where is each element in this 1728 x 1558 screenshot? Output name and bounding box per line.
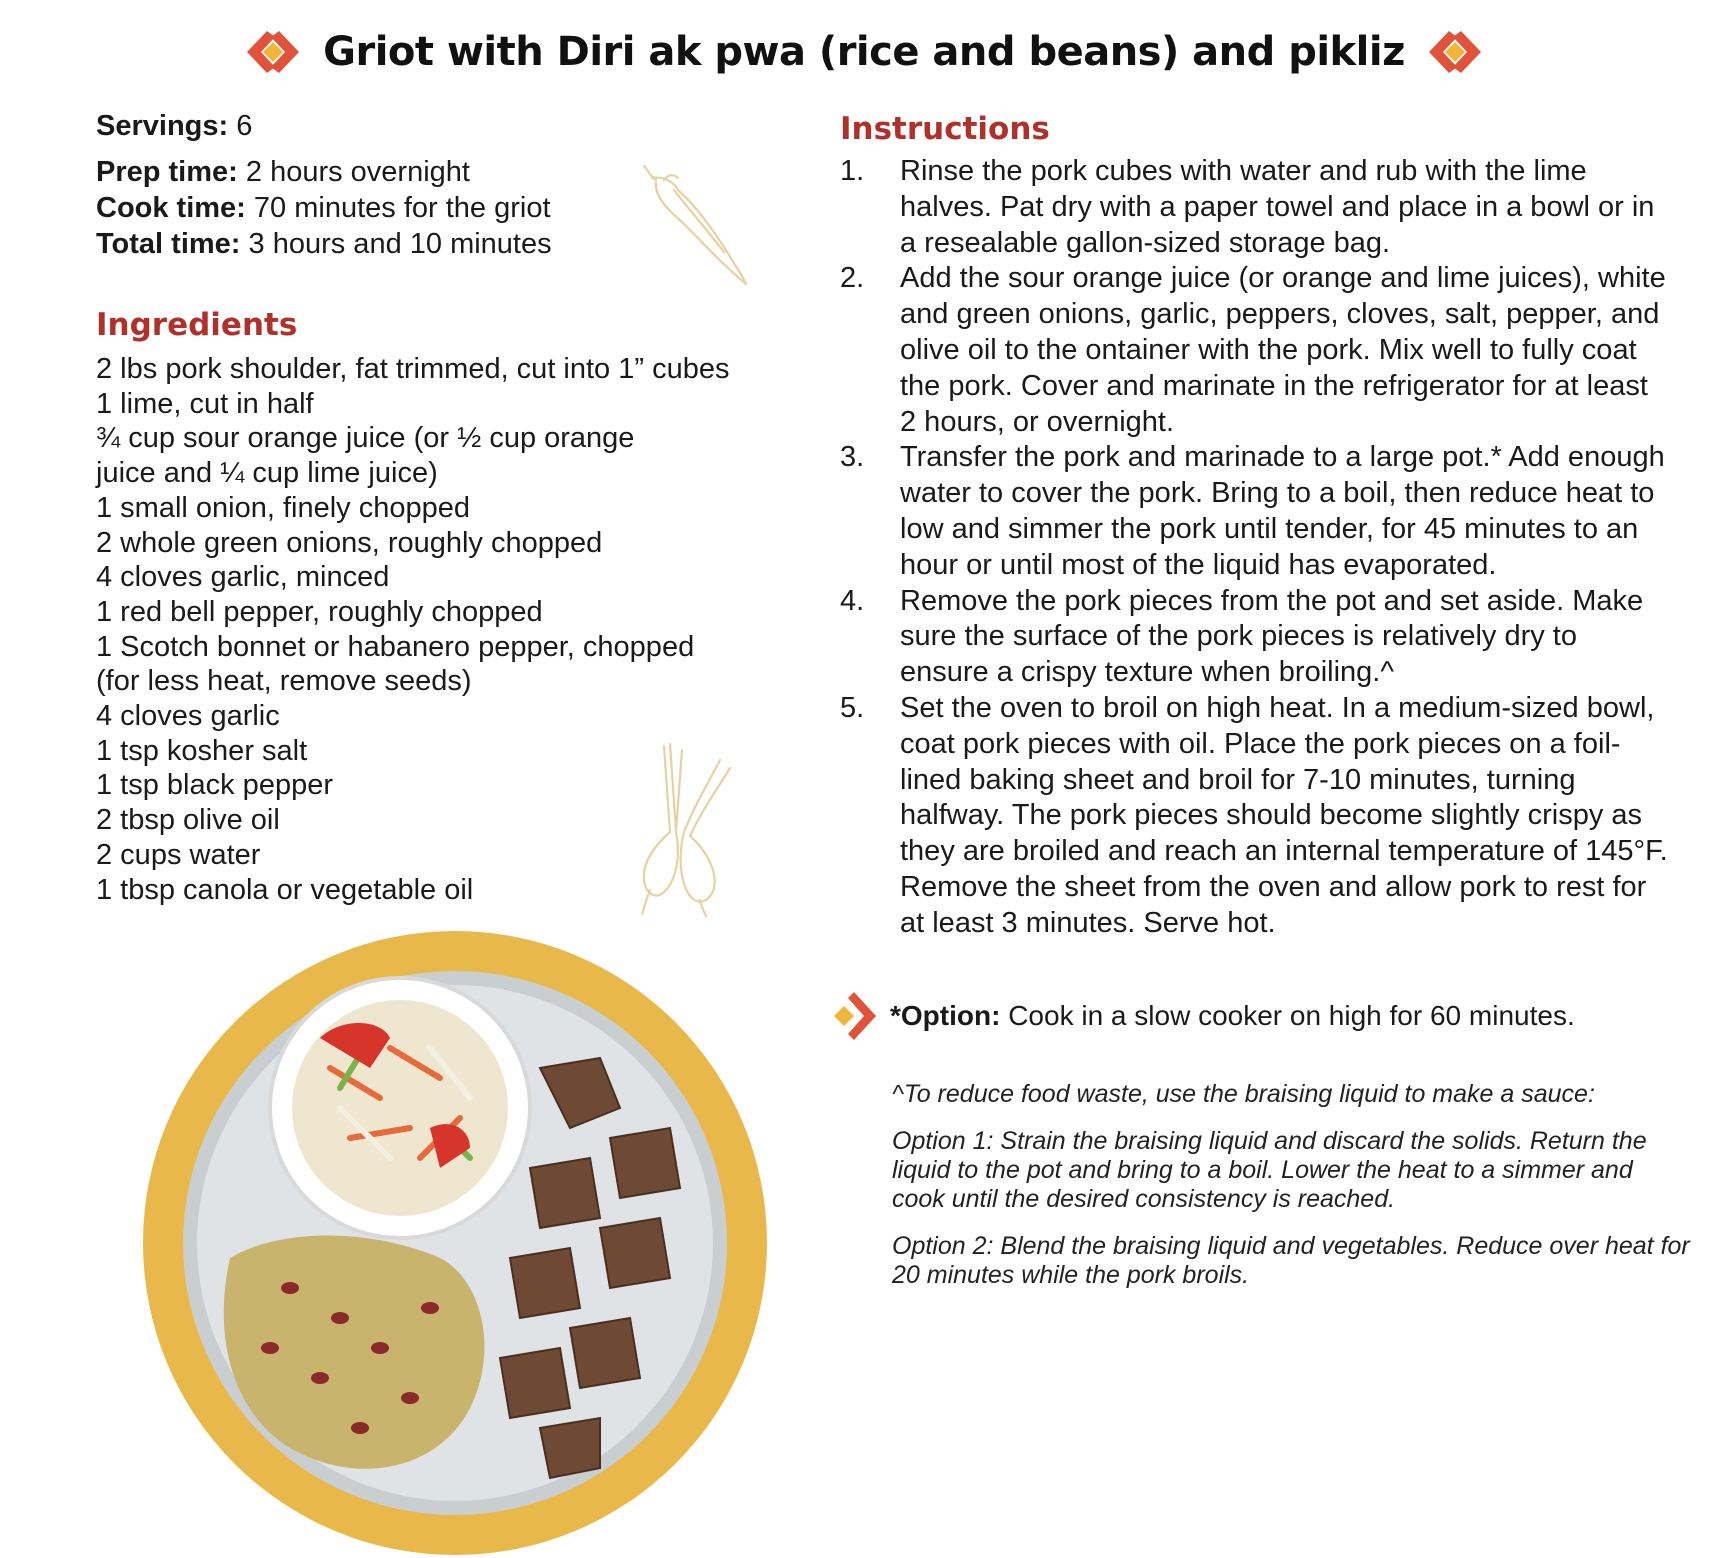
instruction-step xyxy=(840,440,1670,583)
ingredient-item: 2 cups water xyxy=(96,838,261,871)
cook-time-label: Cook time: xyxy=(96,192,246,224)
step-text: Remove the pork pieces from the pot and set aside. Make sure the surface of the pork pieces is relatively dry to ensure a crispy texture when broiling.^ xyxy=(900,584,1644,689)
diamond-icon xyxy=(243,27,303,77)
ingredient-item: 2 tbsp olive oil xyxy=(96,804,280,837)
step-number: 4. xyxy=(840,584,865,617)
diamond-icon xyxy=(1425,27,1485,77)
ingredient-item: 1 tsp black pepper xyxy=(96,769,333,802)
prep-time-label: Prep time: xyxy=(96,156,238,188)
instruction-step xyxy=(840,261,1670,440)
diamond-bullet-icon xyxy=(828,988,880,1044)
step-text: Set the oven to broil on high heat. In a medium-sized bowl, coat pork pieces with oil. Place the pork pieces on a foil-lined baking sheet and broil for 7-10 minutes, turning halfway. The pork pieces should become slightly crispy as they are broiled and reach an internal temperature of 145°F. Remove the sheet from the oven and allow pork to rest for at least 3 minutes. Serve hot. xyxy=(900,691,1668,939)
ingredient-item: 1 red bell pepper, roughly chopped xyxy=(96,595,543,628)
pepper-sketch-icon xyxy=(634,160,764,288)
ingredient-item: (for less heat, remove seeds) xyxy=(96,665,472,698)
right-column xyxy=(840,110,1670,942)
ingredient-item: 1 tbsp canola or vegetable oil xyxy=(96,873,474,906)
step-number: 1. xyxy=(840,155,865,187)
instruction-step xyxy=(840,691,1670,942)
step-text: Transfer the pork and marinade to a large pot.* Add enough water to cover the pork. Bring to a boil, then reduce heat to low and simmer the pork until tender, for 45 minutes to an hour or until most of the liquid has evaporated. xyxy=(900,441,1665,581)
option-note xyxy=(828,988,1575,1044)
green-onion-sketch-icon xyxy=(620,740,740,918)
ingredient-item: 4 cloves garlic, minced xyxy=(96,561,390,594)
notes-option-2: Option 2: Blend the braising liquid and vegetables. Reduce over heat for 20 minutes while the pork broils. xyxy=(892,1232,1690,1289)
notes-option-1: Option 1: Strain the braising liquid and discard the solids. Return the liquid to the pot and bring to a boil. Lower the heat to a simmer and cook until the desired consistency is reached. xyxy=(892,1127,1647,1213)
ingredient-item: 1 tsp kosher salt xyxy=(96,734,308,767)
step-number: 3. xyxy=(840,441,865,474)
ingredient-item: 4 cloves garlic xyxy=(96,700,280,733)
instruction-step xyxy=(840,154,1670,261)
ingredient-item: juice and ¼ cup lime juice) xyxy=(96,457,438,490)
step-text: Rinse the pork cubes with water and rub with the lime halves. Pat dry with a paper towel and place in a bowl or in a resealable gallon-sized storage bag. xyxy=(900,155,1655,259)
prep-time-value: 2 hours overnight xyxy=(237,156,470,188)
step-number: 2. xyxy=(840,262,865,295)
ingredient-item: 1 small onion, finely chopped xyxy=(96,491,471,524)
option-label: *Option: xyxy=(890,1000,1001,1031)
instruction-step xyxy=(840,584,1670,691)
ingredient-item: ¾ cup sour orange juice (or ½ cup orange xyxy=(96,422,635,455)
instructions-list xyxy=(840,154,1670,942)
instructions-heading: Instructions xyxy=(840,111,1050,147)
recipe-title: Griot with Diri ak pwa (rice and beans) and pikliz xyxy=(323,29,1405,75)
cook-time-value: 70 minutes for the griot xyxy=(245,192,551,224)
plate-photo xyxy=(140,928,770,1558)
step-text: Add the sour orange juice (or orange and lime juices), white and green onions, garlic, peppers, cloves, salt, pepper, and olive oil to the ontainer with the pork. Mix well to fully coat the pork. Cover and marinate in the refrigerator for at least 2 hours, or overnight. xyxy=(900,262,1666,438)
option-text: Cook in a slow cooker on high for 60 minutes. xyxy=(1000,1000,1575,1031)
servings xyxy=(96,108,776,144)
ingredients-heading: Ingredients xyxy=(96,307,298,343)
step-number: 5. xyxy=(840,691,865,724)
ingredient-item: 1 lime, cut in half xyxy=(96,387,314,420)
notes-intro: ^To reduce food waste, use the braising liquid to make a sauce: xyxy=(892,1080,1595,1108)
title-row xyxy=(0,22,1728,82)
food-waste-notes xyxy=(892,1080,1692,1308)
servings-label: Servings: xyxy=(96,110,229,142)
total-time-label: Total time: xyxy=(96,228,241,260)
ingredient-item: 2 lbs pork shoulder, fat trimmed, cut into 1” cubes xyxy=(96,353,730,385)
servings-value: 6 xyxy=(228,110,253,142)
ingredient-item: 2 whole green onions, roughly chopped xyxy=(96,526,603,559)
total-time-value: 3 hours and 10 minutes xyxy=(240,228,552,260)
ingredient-item: 1 Scotch bonnet or habanero pepper, chopped xyxy=(96,630,695,663)
